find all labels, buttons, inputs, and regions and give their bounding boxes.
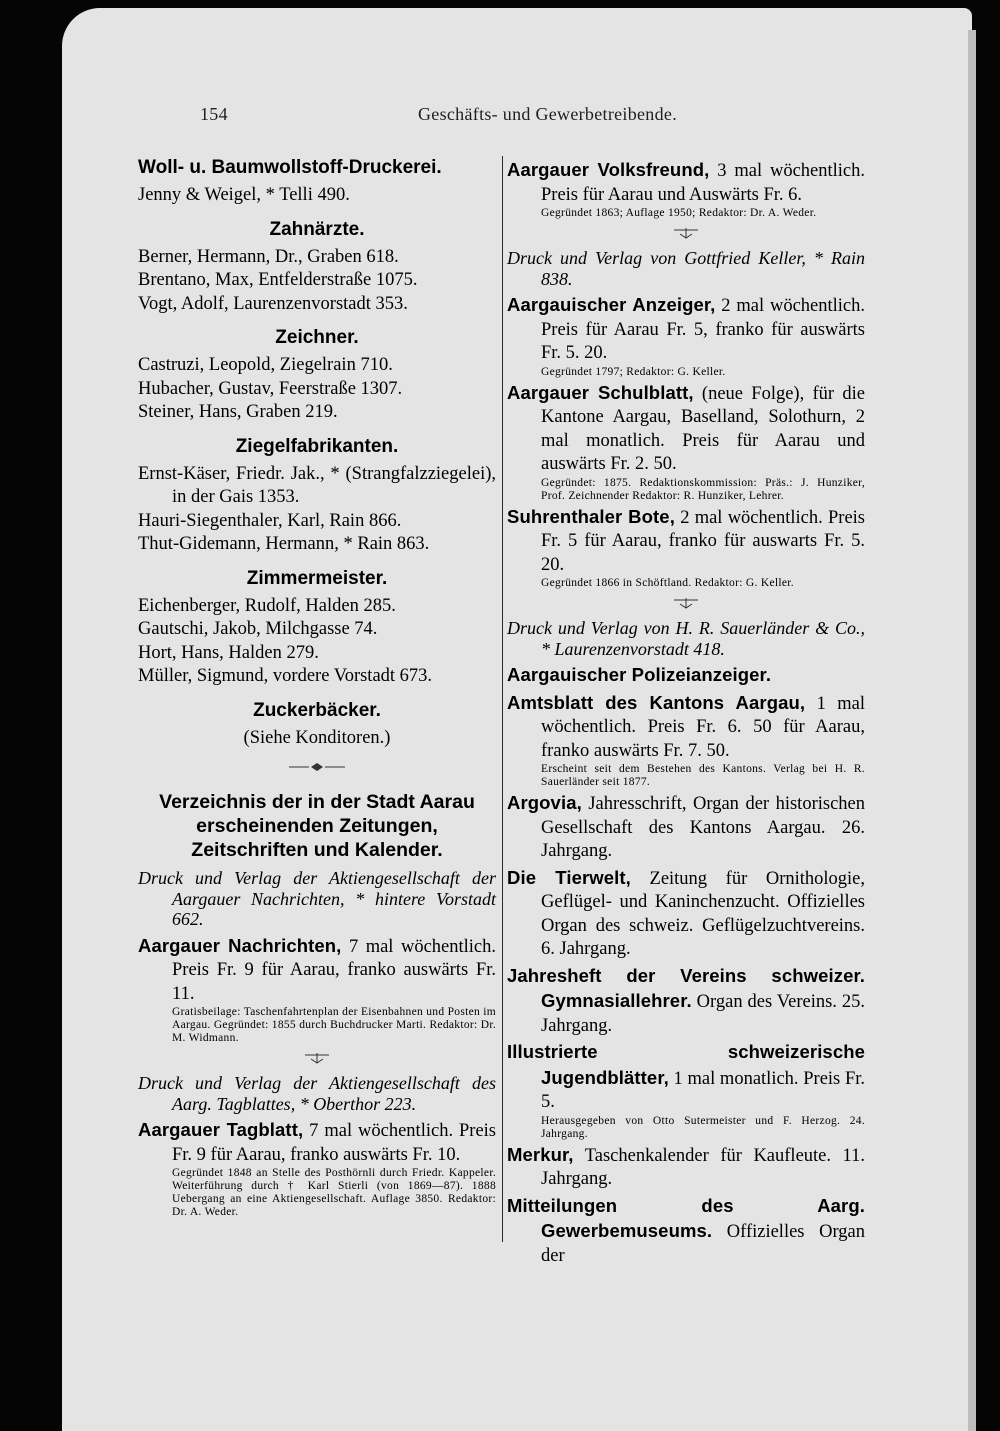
newspaper-entry-merkur bbox=[507, 1143, 865, 1192]
section-heading-zimmermeister: Zimmermeister. bbox=[246, 567, 388, 589]
newspaper-entry-nachrichten bbox=[138, 934, 496, 1046]
list-item: Eichenberger, Rudolf, Halden 285. bbox=[138, 595, 396, 616]
newspaper-note: Herausgegeben von Otto Sutermeister und F. Herzog. 24. Jahrgang. bbox=[541, 1114, 865, 1140]
newspaper-note: Gegründet 1866 in Schöftland. Redaktor: G. Keller. bbox=[541, 577, 794, 589]
list-item: Vogt, Adolf, Laurenzenvorstadt 353. bbox=[138, 293, 408, 314]
list-item: Müller, Sigmund, vordere Vorstadt 673. bbox=[138, 666, 433, 686]
newspaper-entry-jugendblaetter bbox=[507, 1040, 865, 1141]
newspaper-entry-jahresheft bbox=[507, 964, 865, 1039]
section-heading-zeichner: Zeichner. bbox=[275, 327, 359, 348]
newspaper-note: Erscheint seit dem Bestehen des Kantons. Verlag bei H. R. Sauerländer seit 1877. bbox=[541, 763, 865, 788]
section-heading-zuckerbaecker: Zuckerbäcker. bbox=[253, 699, 381, 721]
list-item: Berner, Hermann, Dr., Graben 618. bbox=[138, 246, 399, 267]
newspaper-name: Aargauischer Polizeianzeiger. bbox=[507, 664, 772, 685]
list-item: Gautschi, Jakob, Milchgasse 74. bbox=[138, 619, 378, 639]
newspaper-name: Aargauer Volksfreund, bbox=[507, 159, 710, 180]
newspaper-entry-polizeianzeiger bbox=[507, 663, 865, 689]
newspaper-name: Illustrierte schweizerische Jugendblätter, bbox=[507, 1041, 865, 1088]
separator-mark bbox=[507, 596, 865, 610]
list-item: Brentano, Max, Entfelderstraße 1075. bbox=[138, 270, 418, 290]
newspaper-details: 2 mal wöchentlich. Preis Fr. 5 für Aarau, franko für auswarts Fr. 5. 20. bbox=[541, 507, 865, 575]
ornament-divider bbox=[138, 760, 496, 774]
newspaper-name: Die Tierwelt, bbox=[507, 866, 631, 888]
list-item: Hubacher, Gustav, Feerstraße 1307. bbox=[138, 378, 403, 399]
newspaper-name: Jahresheft der Vereins schweizer. Gymnasiallehrer. bbox=[507, 964, 865, 1011]
list-item: Thut-Gidemann, Hermann, * Rain 863. bbox=[138, 534, 430, 554]
newspaper-details: 1 mal wöchentlich. Preis Fr. 6. 50 für Aarau, franko auswärts Fr. 7. 50. bbox=[541, 693, 866, 761]
newspaper-entry-amtsblatt bbox=[507, 691, 865, 790]
newspaper-name: Suhrenthaler Bote, bbox=[507, 505, 675, 527]
list-item: Ernst-Käser, Friedr. Jak., * (Strangfalzziegelei), in der Gais 1353. bbox=[138, 463, 496, 507]
newspaper-details: 7 mal wöchentlich. Preis Fr. 9 für Aarau, franko auswärts Fr. 11. bbox=[172, 936, 496, 1004]
newspaper-note: Gegründet: 1875. Redaktionskommission: Präs.: J. Hunziker, Prof. Zeichnender Redaktor: R. Hunziker, Lehrer. bbox=[541, 476, 865, 502]
newspaper-entry-tierwelt bbox=[507, 866, 865, 962]
running-title: Geschäfts- und Gewerbetreibende. bbox=[418, 104, 677, 124]
right-column bbox=[507, 156, 865, 1270]
newspaper-details: 2 mal wöchentlich. Preis für Aarau Fr. 5, franko für auswärts Fr. 5. 20. bbox=[541, 296, 865, 363]
left-column bbox=[138, 156, 496, 1221]
page-header bbox=[62, 104, 972, 134]
section-heading-ziegelfabrikanten: Ziegelfabrikanten. bbox=[235, 435, 399, 457]
list-item: Castruzi, Leopold, Ziegelrain 710. bbox=[138, 355, 393, 375]
newspaper-entry-volksfreund bbox=[507, 158, 865, 220]
newspaper-details: 3 mal wöchentlich. Preis für Aarau und Auswärts Fr. 6. bbox=[541, 161, 865, 205]
newspaper-details: 7 mal wöchentlich. Preis Fr. 9 für Aarau, franko auswärts Fr. 10. bbox=[172, 1121, 497, 1165]
separator-mark bbox=[138, 1051, 496, 1065]
newspaper-details: Zeitung für Ornithologie, Geflügel- und Kaninchenzucht. Offizielles Organ des schweiz. Geflügelzuchtvereins. 6. Jahrgang. bbox=[541, 868, 865, 959]
section-heading-woll: Woll- u. Baumwollstoff-Druckerei. bbox=[138, 157, 442, 178]
list-item: Hauri-Siegenthaler, Karl, Rain 866. bbox=[138, 510, 402, 531]
newspaper-details: Organ des Vereins. 25. Jahrgang. bbox=[541, 992, 865, 1036]
newspaper-entry-tagblatt bbox=[138, 1118, 496, 1219]
newspaper-details: Taschenkalender für Kaufleute. 11. Jahrgang. bbox=[541, 1145, 865, 1189]
section-heading-zahnaerzte: Zahnärzte. bbox=[269, 218, 365, 240]
publisher-note: Druck und Verlag der Aktiengesellschaft des Aarg. Tagblattes, * Oberthor 223. bbox=[138, 1073, 496, 1114]
publisher-note: Druck und Verlag von H. R. Sauerländer & Co., * Laurenzenvorstadt 418. bbox=[507, 618, 865, 659]
newspaper-details: Jahresschrift, Organ der historischen Gesellschaft des Kantons Aargau. 26. Jahrgang. bbox=[541, 794, 865, 861]
newspaper-entry-schulblatt bbox=[507, 381, 865, 503]
publisher-note: Druck und Verlag von Gottfried Keller, * Rain 838. bbox=[507, 248, 865, 289]
list-item: Hort, Hans, Halden 279. bbox=[138, 642, 319, 663]
newspaper-details: 1 mal monatlich. Preis Fr. 5. bbox=[541, 1068, 865, 1112]
newspaper-note: Gegründet 1863; Auflage 1950; Redaktor: Dr. A. Weder. bbox=[541, 207, 817, 219]
newspaper-entry-mitteilungen bbox=[507, 1194, 865, 1269]
newspaper-entry-anzeiger bbox=[507, 293, 865, 379]
publisher-note: Druck und Verlag der Aktiengesellschaft der Aargauer Nachrichten, * hintere Vorstadt 662. bbox=[138, 868, 496, 929]
newspaper-name: Aargauer Nachrichten, bbox=[138, 934, 342, 956]
directory-heading: Verzeichnis der in der Stadt Aarau erscheinenden Zeitungen, Zeitschriften und Kalender. bbox=[159, 791, 475, 861]
separator-mark bbox=[507, 226, 865, 240]
newspaper-details: (neue Folge), für die Kantone Aargau, Baselland, Solothurn, 2 mal monatlich. Preis für Aarau und auswärts Fr. 2. 50. bbox=[541, 383, 865, 474]
newspaper-entry-argovia bbox=[507, 791, 865, 864]
newspaper-name: Argovia, bbox=[507, 792, 582, 813]
newspaper-note: Gegründet 1848 an Stelle des Posthörnli durch Friedr. Kappeler. Weiterführung durch † Karl Stierli (von 1869—87). 1888 Uebergang an eine Aktiengesellschaft. Auflage 3850. Redaktor: Dr. A. Weder. bbox=[172, 1167, 496, 1218]
list-item: Jenny & Weigel, * Telli 490. bbox=[138, 185, 350, 205]
newspaper-name: Merkur, bbox=[507, 1143, 574, 1165]
newspaper-name: Amtsblatt des Kantons Aargau, bbox=[507, 691, 806, 713]
list-item: Steiner, Hans, Graben 219. bbox=[138, 402, 338, 422]
newspaper-name: Aargauer Tagblatt, bbox=[138, 1119, 304, 1140]
newspaper-name: Aargauischer Anzeiger, bbox=[507, 294, 716, 315]
newspaper-note: Gratisbeilage: Taschenfahrtenplan der Eisenbahnen und Posten im Aargau. Gegründet: 1855 durch Buchdrucker Marti. Redaktor: Dr. M. Widmann. bbox=[172, 1006, 496, 1044]
cross-reference-note: (Siehe Konditoren.) bbox=[243, 727, 391, 748]
page-edge bbox=[968, 30, 976, 1431]
newspaper-details: Offizielles Organ der bbox=[541, 1222, 865, 1266]
newspaper-name: Aargauer Schulblatt, bbox=[507, 381, 694, 403]
newspaper-entry-suhrenthaler bbox=[507, 505, 865, 591]
newspaper-name: Mitteilungen des Aarg. Gewerbemuseums. bbox=[507, 1194, 865, 1241]
page-number: 154 bbox=[200, 104, 228, 124]
column-divider bbox=[502, 156, 503, 1242]
newspaper-note: Gegründet 1797; Redaktor: G. Keller. bbox=[541, 365, 726, 378]
